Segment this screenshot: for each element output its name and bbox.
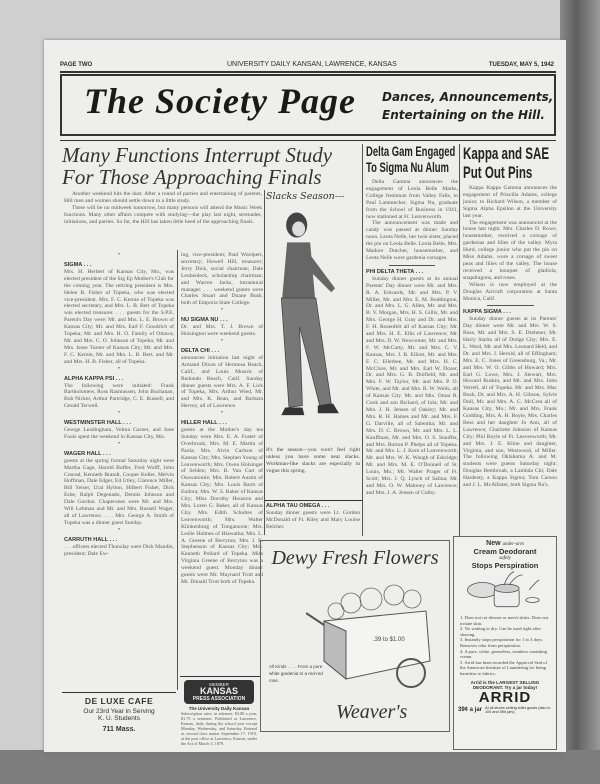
- delta-gam-headline: [366, 144, 456, 176]
- section-heading: CARRUTH HALL . . .: [64, 536, 118, 543]
- arrid-note: At all stores selling toilet goods (also in 10¢ and 59¢ jars): [485, 705, 551, 714]
- paper-name: UNIVERSITY DAILY KANSAN, LAWRENCE, KANSAS: [227, 61, 397, 68]
- section-text: guests at the spring formal Saturday night were Martha Gage, Harold Buffer, Fred Wolff, John Conrad, Kenneth Brandt, Cooper Keller, Melvin Hoffman, Dale Edger, Ed Utley, Clarence Miller, Bill Yeiser, Ural Hylton, Hilbert Fisher, Dick Esbe, Ralph Degenado, Dennis Johnson and Dale Gordon. Chaperones were Mr. and Mrs. Will Lehman and Mr. and Mrs. Russell Wager, all of Lawrence. . . . Mrs. George A. Smith of Topeka was a dinner guest Sunday.: [64, 457, 174, 526]
- paragraph: Kappa Kappa Gamma announces the engagement of Priscilla Adams, college junior, to Richard Wilson, a member of Sigma Alpha Epsilon at the University last year.: [463, 185, 557, 219]
- arrid-price: 39¢ a jar: [458, 706, 483, 713]
- point: 3. Instantly stops perspiration for 1 to 3 days. Removes odor from perspiration.: [460, 637, 544, 648]
- deluxe-cafe-ad: [62, 696, 176, 733]
- section-heading: NU SIGMA NU . . .: [181, 317, 228, 324]
- point: 4. A pure, white, greaseless, stainless vanishing cream.: [460, 648, 548, 660]
- society-page-banner: [60, 74, 556, 136]
- point: 5. Arrid has been awarded the Approval Seal of the American Institute of Laundering for being harmless to fabrics.: [460, 659, 548, 676]
- section-heading: HILLER HALL . . .: [181, 420, 227, 427]
- flower-cart-illustration: [306, 581, 446, 691]
- paragraph: The engagement was announced at the house last night. Mrs. Charles D. Rowe, housemother, received a corsage of gardenias and lilies of the valley. Myra Hurd, college junior who put the pin on Miss Adams, wore a corsage of sweet peas and lilies of the valley. The house received a bouquet of gladiola, snapdragons, and roses.: [463, 219, 557, 281]
- slacks-heading: Slacks Season---: [266, 191, 345, 202]
- section-text: George Leadingham, Velma Garnet, and June Fouls spent the weekend in Kansas City, Mo.: [64, 427, 174, 440]
- press-paper-name: The University Daily Kansan: [188, 706, 250, 711]
- cafe-name: DE LUXE CAFE: [84, 696, 154, 706]
- slacks-caption: It's the season—you won't feel right unless you have some neat slacks. Workman-like slacks are especially in vogue this spring.: [266, 447, 360, 474]
- section-heading: SIGMA . . .: [64, 262, 92, 268]
- flowers-price: .39 to $1.00: [373, 637, 405, 643]
- flowers-text: All Kinds . . . . From a pure white gardenia to a red-red rose.: [269, 664, 323, 683]
- section-text: Dr. and Mrs. T. J. Brown of Hoisington were weekend guests.: [181, 324, 263, 338]
- intro-paragraph: Another weekend hits the dust. After a round of parties and entertaining of parents, Hill men and women should settle down to a little study.: [64, 191, 262, 204]
- product-name: Cream Deodorant: [473, 547, 537, 556]
- second-column: ing, vice-president; Paul Woolpert, secretary; Howell Hill, treasurer; Jerry Dick, social chairman; Dale Leuhenleck, scholarship chairman; and Warren Jacks, intramural manager. . . . weekend guests were Charles Stuart and Duane Bush, both of Emporia State College. • NU SIGMA NU . . . Dr. and Mrs. T. J. Brown of Hoisington were weekend guests. • DELTA CHI . . . announces initiation last night of Armand Dixon of Hermosa Beach, Calif., and Louis Mosick of Redondo Beach, Calif. Sunday dinner guests were Mrs. A. F. Lick of Topeka, Mrs. Arthur Wied, Mr. and Mrs. K. Bean, and Barbara Hervey, all of Lawrence. • HILLER HALL . . . guests at the Mother's day tea Sunday were Mrs. E. A. Foster of Overbrook; Mrs. M. E. Martin of Paola; Mrs. Alvin Carlson of Kansas City; Mrs. Stephen Young of Leavenworth; Mrs. Owen Holsinger of Selden; Mrs. B. Van Curt of Osawatomie; Mrs. Robert Austin of Kansas City; Mrs. Louis Barrs of Eudora; Mrs. W. S. Baker of Kansas City; Miss Dorothy Houston and Mrs. Loren G. Baker, all of Kansas City. Mrs. Edith Schultes of Leavenworth; Mrs. Walter Klinkenburg of Tonganoxie; Mrs. Leslie Holmes of Hiawatha; Mrs. L. A. Greene of Berryton; Mrs. I. E. Stephenson of Kansas City; Mrs. Kenneth Pollard of Topeka. Miss Virginia Greene of Berryton was a weekend guest. Monday dinner guests were Mr. Maynard Trott and Mr. Donald Trott both of Topeka.: [181, 252, 263, 585]
- claim-text: Stops Perspiration: [471, 561, 539, 570]
- section-heading: WAGER HALL . . .: [64, 450, 111, 457]
- point: 2. No waiting to dry. Can be used right after shaving.: [460, 626, 541, 637]
- kappa-headline: [463, 144, 550, 182]
- weavers-flowers-ad: [260, 540, 450, 732]
- press-association-logo: [184, 680, 254, 704]
- section-text: announces initiation last night of Armand Dixon of Hermosa Beach, Calif., and Louis Mosick of Redondo Beach, Calif. Sunday dinner guests were Mrs. A. F. Lick of Topeka, Mrs. Arthur Wied, Mr. and Mrs. K. Bean, and Barbara Hervey, all of Lawrence.: [181, 354, 263, 410]
- underarm-label: under-arm: [502, 542, 524, 547]
- section-text: The following were initiated: Frank Bartholomew, Ross Rasmussen, John Buchanan, Bob Nicker, Arthur Partridge, C. E. Russell, and Gerald Terwell.: [64, 382, 174, 410]
- section-heading: ALPHA KAPPA PSI . . .: [64, 375, 124, 382]
- section-text: guests at the Mother's day tea Sunday were Mrs. E. A. Foster of Overbrook; Mrs. M. E. Martin of Paola; Mrs. Alvin Carlson of Kansas City; Mrs. Stephen Young of Leavenworth; Mrs. Owen Holsinger of Selden; Mrs. B. Van Curt of Osawatomie; Mrs. Robert Austin of Kansas City; Mrs. Louis Barrs of Eudora; Mrs. W. S. Baker of Kansas City; Miss Dorothy Houston and Mrs. Loren G. Baker, all of Kansas City. Mrs. Edith Schultes of Leavenworth; Mrs. Walter Klinkenburg of Tonganoxie; Mrs. Leslie Holmes of Hiawatha; Mrs. L. A. Greene of Berryton; Mrs. I. E. Stephenson of Kansas City; Mrs. Kenneth Pollard of Topeka. Miss Virginia Greene of Berryton was a weekend guest. Monday dinner guests were Mr. Maynard Trott and Mr. Donald Trott both of Topeka.: [181, 427, 263, 585]
- main-headline-line2: For Those Approaching Finals: [62, 165, 322, 189]
- paragraph: Delta Gamma announces the engagement of Leola Belle Marks, College freshman from Valley Falls, to Paul Lammecker, Sigma Nu, graduate from the School of Business in 1941, now stationed at Ft. Leavenworth.: [366, 179, 458, 220]
- delta-gam-story: [366, 144, 458, 534]
- headline-line2: To Sigma Nu Alum: [366, 160, 449, 175]
- headline-line2: Put Out Pins: [463, 163, 533, 182]
- banner-subtitle: [382, 88, 553, 124]
- cafe-line2: K. U. Students: [98, 715, 140, 722]
- org-line2: PRESS ASSOCIATION: [192, 696, 246, 702]
- member-label: MEMBER: [209, 682, 229, 687]
- org-line1: KANSAS: [199, 686, 238, 696]
- banner-subtitle-line1: Dances, Announcements,: [382, 90, 554, 104]
- arrid-deodorant-ad: [453, 536, 557, 750]
- page-label: PAGE TWO: [60, 62, 93, 68]
- alpha-tau-omega-item: [266, 503, 360, 531]
- kappa-story: [463, 144, 557, 534]
- scan-bottom-edge: [0, 750, 600, 784]
- issue-date: TUESDAY, MAY 5, 1942: [488, 62, 554, 68]
- continued-text: ing, vice-president; Paul Woolpert, secretary; Howell Hill, treasurer; Jerry Dick, social chairman; Dale Leuhenleck, scholarship chairman; and Warren Jacks, intramural manager. . . . weekend guests were Charles Stuart and Duane Bush, both of Emporia State College.: [181, 252, 263, 307]
- cafe-line1: Our 23rd Year in Serving: [83, 708, 155, 715]
- paragraph: Wilson is now employed at the Douglas Aircraft corporation at Santa Monica, Calif.: [463, 281, 557, 302]
- arrid-points: [454, 615, 556, 677]
- flowers-ad-title: Dewy Fresh Flowers: [271, 547, 439, 569]
- store-name: Weaver's: [336, 701, 408, 723]
- press-association-box: [181, 680, 257, 746]
- new-label: New: [486, 540, 501, 547]
- slacks-feature: [266, 191, 360, 497]
- arrid-tagline: Arrid is the LARGEST SELLING DEODORANT. Try a jar today!: [470, 679, 540, 690]
- section-text: Sunday dinner guests were Lt. Gordon McDonald of Ft. Riley and Mary Louise Belcher.: [266, 509, 360, 530]
- section-heading: ALPHA TAU OMEGA . . .: [266, 503, 330, 509]
- left-column: • SIGMA . . . Mrs. H. Herbert of Kansas City, Mo., was elected president of the Sig Ep Mother's Club for the coming year. The retiring president is Mrs. Helen B. Fisher of Topeka, who was elected vice-president. Mrs. F. C. Kernie of Topeka was elected secretary, and Mrs. L. B. Bert of Topeka was elected treasurer. . . . guests for the S.P.E. Parent's Day were: Mr. and Mrs. L. E. Brown of Kansas City; Mr. and Mrs. Earl F. Goodrich of Topeka; Mr. and Mrs. H. O. Family of Ottawa; Mr. and Mrs. C. O. Johnson of Topeka; Mr. and Mrs. Jesse Turner of Kansas City; Mr. and Mrs. F. C. Kernie, Mr. and Mrs. L. B. Bert, and Mr. and Mrs. H. B. Fisher, all of Topeka. • ALPHA KAPPA PSI . . . The following were initiated: Frank Bartholomew, Ross Rasmussen, John Buchanan, Bob Nicker, Arthur Partridge, C. E. Russell, and Gerald Terwell. • WESTMINSTER HALL . . . George Leadingham, Velma Garnet, and June Fouls spent the weekend in Kansas City, Mo. • WAGER HALL . . . guests at the spring formal Saturday night were Martha Gage, Harold Buffer, Fred Wolff, John Conrad, Kenneth Brandt, Cooper Keller, Melvin Hoffman, Dale Edger, Ed Utley, Clarence Miller, Bill Yeiser, Ural Hylton, Hilbert Fisher, Dick Esbe, Ralph Degenado, Dennis Johnson and Dale Gordon. Chaperones were Mr. and Mrs. Will Lehman and Mr. and Mrs. Russell Wager, all of Lawrence. . . . Mrs. George A. Smith of Topeka was a dinner guest Sunday. • CARRUTH HALL . . . . . . officers elected Thursday were Dick Mandin, president; Dale Ew-: [64, 252, 174, 557]
- banner-subtitle-line2: Entertaining on the Hill.: [382, 108, 545, 122]
- arrid-brand: ARRID: [478, 688, 532, 706]
- section-text: Mrs. H. Herbert of Kansas City, Mo., was elected president of the Sig Ep Mother's Club for the coming year. The retiring president is Mrs. Helen B. Fisher of Topeka, who was elected vice-president. Mrs. F. C. Kernie of Topeka was elected secretary, and Mrs. L. B. Bert of Topeka was elected treasurer. . . . guests for the S.P.E. Parent's Day were: Mr. and Mrs. L. E. Brown of Kansas City; Mr. and Mrs. Earl F. Goodrich of Topeka; Mr. and Mrs. H. O. Family of Ottawa; Mr. and Mrs. C. O. Johnson of Topeka; Mr. and Mrs. Jesse Turner of Kansas City; Mr. and Mrs. F. C. Kernie, Mr. and Mrs. L. B. Bert, and Mr. and Mrs. H. B. Fisher, all of Topeka.: [64, 268, 174, 365]
- scan-binding-shadow: [560, 0, 600, 784]
- section-text: Sunday dinner guests at its Parents' Day dinner were Mr. and Mrs. W. S. Buss, Mr. and Mrs. S. E. Drehmer, Mr. Harry Starks all of Dodge City; Mrs. E. L. Ward, Mr. and Mrs. Leonard Held, and Dr. and Mrs. J. Herold, all of Effingham; Mrs. E. C. Jones of Greensburg, Va.; Mr. and Mrs. W. O. Gibbs of Howard; Mrs. Earl G. Lowe, Mrs. J. Stewart, Mrs. Howard Ruskin, and Mr. and Mrs. John Verrell, all of Topeka. Mr. and Mrs. Mac Bush, Dr. and Mrs. A. H. Gibson, Sylvie Doll, Mr. and Mrs. A. C. McCrea all of Kansas City, Mo.; Mr. and Mrs. Frank Godding, Mrs. A. H. Boyle, Mrs. Charles Bess and her daughter Jo Ann, all of Lawrence; Charlotte Johnson of Kansas City; Phil Boyle of Ft. Leavenworth; Mr. and Mrs. J. E. Kline and daughter, Virginia, and son, Westwood, of Miller. The following Oklahoma A. and M. students were guests Saturday night: Douglas Bembroak, a Lambda Chi; Dale Hardesty, a Kappa Sigma; Tom Carson and J. L. McAllister, both Sigma Nu's.: [463, 316, 557, 489]
- point: 1. Does not rot dresses or men's shirts. Does not irritate skin.: [460, 615, 549, 626]
- main-story-intro: [64, 191, 262, 226]
- main-headline-line1: Many Functions Interrupt Study: [62, 143, 333, 167]
- paragraph: The announcement was made and candy was passed at dinner Sunday noon. Leota Nelle, her twin sister, placed the pin on Leola Belle. Leola Belle, Mrs. Madore Dutcher, housemother, and Leota Nelle wore gardenia corsages.: [366, 220, 458, 261]
- section-text: Sunday dinner guests at its annual Parents' Day dinner were Mr. and Mrs. R. A. Edwards, Mr. and Mrs. P. V. Miller, Mr. and Mrs. E. M. Boddington, Dr. and Mrs. L. G. Allen, Mr. and Mrs. B. V. Morgan, Mrs. H. S. Gillis, Mr. and Mrs. George H. Gray and Dr. and Mrs. F. H. Rosenfelt all of Kansas City; Mr. and Mrs. H. E. Ellis of Lawrence; Mr. and Mrs. D. W. Newcomer, Mr. and Mrs. F. W. McCarty, Mr. and Mrs. C. V. Kansas, Mrs. J. B. Elliott, Mr. and Mrs. F. C. Ellerbee, Mr. and Mrs. H. C. McClure, Mr. and Mrs. Earl W. Dozer, Dr. and Mrs. G. B. Dulfield, Mr. and Mrs. F. W. Taylor, Mr. and Mrs. P. O. White, and Mr. and Mrs. R. W. Wells, all of Kansas City. Mr. and Mrs. Omar R. Cook and son Richard, of Iola; Mr. and Mrs. J. H. Jensen of Oakley; Mr. and Mrs. R. H. Haines and Mr. and Mrs. F. G. Darville, all of Salentha; Mr. and Mrs. D. C. Brown, Mr. and Mrs. L. L. Kauffman, Mr. and Mrs. O. S. Stauffer, and Mrs. Burton P. Phelps all of Topeka. Mr. and Mrs. L. J. Kern of Leavenworth; Mr. and Mrs. W. K. Waugh of Eskridge; Mr. and Mrs. M. E. O'Donnell of St. Louis, Mo.; Mr. Walter Prager of Ft. Scott; Mrs. J. Q. Lynch of Salina; Mr. and Mrs. O. W. Maloney of Lawrence; and Mrs. J. A. Jensen of Colby.: [366, 275, 458, 496]
- section-heading: PHI DELTA THETA . . .: [366, 268, 424, 275]
- headline-line1: Delta Gam Engaged: [366, 144, 456, 159]
- intro-paragraph: There will be no midweek tomorrow, but many persons will attend the Music Week functions. Many other affairs compete with studying—the play last night, serenades, initiations, and parties. So far, the Hill has taken little heed of the approaching finals.: [64, 204, 262, 225]
- safely-label: safely: [499, 556, 511, 561]
- section-heading: DELTA CHI . . .: [181, 347, 220, 354]
- woman-in-slacks-illustration: [266, 202, 360, 442]
- section-heading: WESTMINSTER HALL . . .: [64, 420, 132, 427]
- section-heading: KAPPA SIGMA . . .: [463, 309, 511, 316]
- newspaper-page: [44, 40, 566, 752]
- banner-title: The Society Page: [84, 81, 356, 121]
- headline-line1: Kappa and SAE: [463, 144, 550, 163]
- section-text: . . . officers elected Thursday were Dick Mandin, president; Dale Ew-: [64, 543, 174, 557]
- subscription-text: Subscription rates, in advance, $3.00 a year, $1.75 a semester. Published at Lawrence, Kansas, daily during the school year except Monday, Wednesday, and Saturday. Entered as second class matter September 17, 1910, at the post office at Lawrence, Kansas, under the Act of March 3, 1879.: [181, 711, 257, 746]
- cafe-address: 711 Mass.: [102, 726, 136, 733]
- main-headline: [62, 144, 332, 188]
- cream-jar-illustration: [454, 570, 556, 610]
